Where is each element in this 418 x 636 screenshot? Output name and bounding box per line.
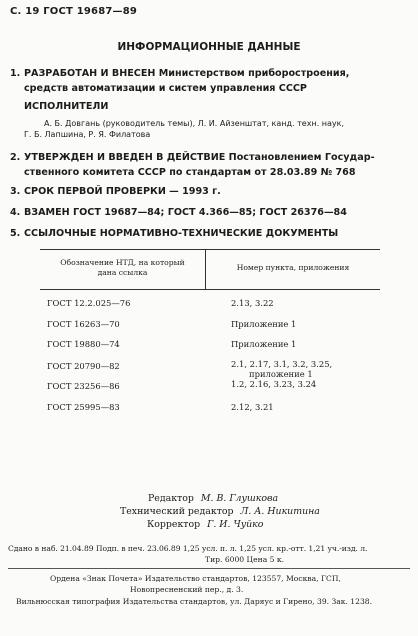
- table-row-ref-line: приложение 1: [249, 369, 313, 379]
- page-title: ИНФОРМАЦИОННЫЕ ДАННЫЕ: [117, 41, 301, 53]
- editor-name: М. В. Глушкова: [200, 493, 279, 504]
- table-row-ref: Приложение 1: [231, 339, 297, 349]
- section-2: [10, 150, 410, 180]
- section-line: ВЗАМЕН ГОСТ 19687—84; ГОСТ 4.366—85; ГОСТ 26376—84: [24, 207, 347, 218]
- table-row-doc: ГОСТ 19880—74: [47, 339, 120, 349]
- table-row-doc: ГОСТ 23256—86: [47, 381, 120, 391]
- page-header: С. 19 ГОСТ 19687—89: [10, 6, 138, 17]
- section-number: 2.: [10, 152, 21, 163]
- imprint-divider: [8, 568, 410, 569]
- table-row-ref-line: 2.1, 2.17, 3.1, 3.2, 3.25,: [231, 359, 333, 369]
- editor-line: [148, 493, 278, 504]
- table-row-doc: ГОСТ 16263—70: [47, 319, 120, 329]
- table-header-ref: Номер пункта, приложения: [236, 263, 350, 272]
- executors-line: Г. Б. Лапшина, Р. Я. Филатова: [24, 130, 151, 139]
- table-header-line: Обозначение НТД, на который: [60, 258, 185, 267]
- publisher-line: Новопресненский пер., д. 3.: [130, 585, 244, 594]
- table-row-ref: Приложение 1: [231, 319, 297, 329]
- section-number: 1.: [10, 68, 21, 79]
- imprint-line: Сдано в наб. 21.04.89 Подп. в печ. 23.06.89 1,25 усл. п. л. 1,25 усл. кр.-отт. 1,21 уч.-изд. л.: [8, 544, 368, 553]
- section-4: [10, 205, 347, 220]
- section-line: средств автоматизации и систем управления СССР: [24, 83, 307, 94]
- table-row-ref: 2.12, 3.21: [231, 402, 274, 412]
- table-row-ref: 2.13, 3.22: [231, 298, 274, 308]
- section-line: ССЫЛОЧНЫЕ НОРМАТИВНО-ТЕХНИЧЕСКИЕ ДОКУМЕНТЫ: [24, 228, 339, 239]
- editor-role: Редактор: [148, 493, 194, 504]
- section-5: [10, 226, 338, 241]
- section-number: 3.: [10, 186, 21, 197]
- editor-role: Корректор: [147, 519, 201, 530]
- section-line: ственного комитета СССР по стандартам от 28.03.89 № 768: [24, 167, 356, 178]
- section-number: 4.: [10, 207, 21, 218]
- table-row-ref: 1.2, 2.16, 3.23, 3.24: [231, 379, 317, 389]
- table-row-doc: ГОСТ 25995—83: [47, 402, 120, 412]
- imprint-line: Тир. 6000 Цена 5 к.: [205, 555, 285, 564]
- section-line: СРОК ПЕРВОЙ ПРОВЕРКИ — 1993 г.: [24, 186, 221, 197]
- printer-line: Вильнюсская типография Издательства стандартов, ул. Даряус и Гирено, 39. Зак. 1238.: [16, 597, 373, 606]
- executors-line: А. Б. Довгань (руководитель темы), Л. И. Айзенштат, канд. техн. наук,: [44, 119, 345, 128]
- section-line: РАЗРАБОТАН И ВНЕСЕН Министерством приборостроения,: [24, 68, 350, 79]
- section-number: 5.: [10, 228, 21, 239]
- section-line: УТВЕРЖДЕН И ВВЕДЕН В ДЕЙСТВИЕ Постановлением Государ-: [24, 152, 375, 163]
- table-row-doc: ГОСТ 20790—82: [47, 361, 120, 371]
- editor-name: Г. И. Чуйко: [207, 519, 264, 530]
- table-header-line: дана ссылка: [97, 268, 148, 277]
- editor-line: [147, 519, 263, 530]
- editor-role: Технический редактор: [120, 506, 234, 517]
- table-row-ref: [231, 359, 332, 379]
- executors-heading: ИСПОЛНИТЕЛИ: [24, 101, 109, 112]
- table-header-rule: [40, 289, 380, 290]
- publisher-line: Ордена «Знак Почета» Издательство стандартов, 123557, Москва, ГСП,: [50, 574, 341, 583]
- editor-name: Л. А. Никитина: [240, 506, 320, 517]
- table-header-doc: [40, 258, 205, 278]
- table-top-rule: [40, 249, 380, 250]
- section-1: [10, 66, 410, 96]
- editor-line: [120, 506, 320, 517]
- table-row-doc: ГОСТ 12.2.025—76: [47, 298, 131, 308]
- section-3: [10, 184, 221, 199]
